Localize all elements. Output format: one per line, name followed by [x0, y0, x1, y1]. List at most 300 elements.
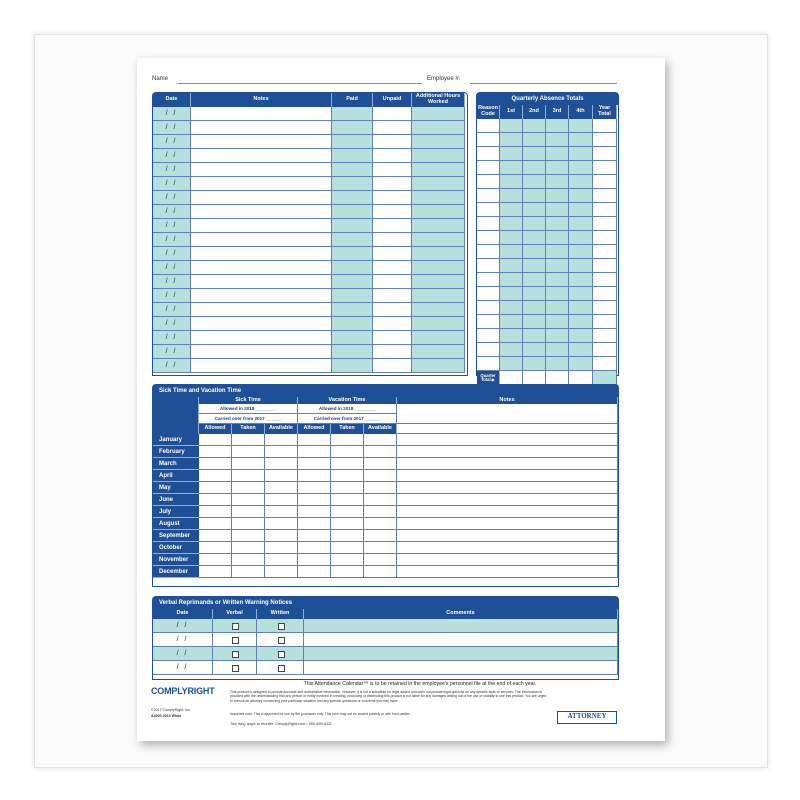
- sick-vacation-cell[interactable]: [331, 446, 364, 458]
- sick-vacation-cell[interactable]: [199, 518, 232, 530]
- sick-vacation-cell[interactable]: [331, 434, 364, 446]
- log-cell-unpaid[interactable]: [373, 289, 412, 303]
- sick-vac-allowed[interactable]: Allowed in 2018 ________: [298, 404, 397, 414]
- log-cell-date[interactable]: / /: [153, 121, 191, 135]
- sick-vacation-cell[interactable]: [298, 566, 331, 578]
- sick-vacation-cell[interactable]: [364, 518, 397, 530]
- log-cell-additional-hours[interactable]: [412, 303, 465, 317]
- log-cell-paid[interactable]: [332, 135, 373, 149]
- abs-cell-year-total[interactable]: [593, 231, 617, 245]
- log-cell-date[interactable]: / /: [153, 233, 191, 247]
- abs-cell-reason-code[interactable]: [477, 119, 500, 133]
- sick-vacation-cell[interactable]: [232, 530, 265, 542]
- abs-cell-year-total[interactable]: [593, 203, 617, 217]
- abs-cell-q4[interactable]: [569, 259, 593, 273]
- log-cell-paid[interactable]: [332, 107, 373, 121]
- quarter-total-cell[interactable]: [593, 371, 617, 385]
- abs-cell-q2[interactable]: [523, 203, 546, 217]
- abs-cell-q1[interactable]: [500, 189, 523, 203]
- log-cell-additional-hours[interactable]: [412, 219, 465, 233]
- sick-vacation-cell[interactable]: [331, 482, 364, 494]
- sick-vacation-cell[interactable]: [199, 458, 232, 470]
- abs-cell-q3[interactable]: [546, 259, 569, 273]
- log-cell-notes[interactable]: [191, 359, 332, 373]
- sick-vacation-cell[interactable]: [364, 470, 397, 482]
- log-cell-additional-hours[interactable]: [412, 205, 465, 219]
- log-cell-notes[interactable]: [191, 331, 332, 345]
- sick-vacation-cell[interactable]: [331, 494, 364, 506]
- sick-vacation-cell[interactable]: [298, 470, 331, 482]
- abs-cell-reason-code[interactable]: [477, 133, 500, 147]
- log-cell-paid[interactable]: [332, 275, 373, 289]
- log-cell-unpaid[interactable]: [373, 261, 412, 275]
- abs-cell-reason-code[interactable]: [477, 301, 500, 315]
- abs-cell-q2[interactable]: [523, 287, 546, 301]
- sick-vacation-cell[interactable]: [331, 458, 364, 470]
- sick-vacation-cell[interactable]: [232, 482, 265, 494]
- reprimand-cell-comments[interactable]: [304, 647, 618, 661]
- sick-vacation-cell[interactable]: [364, 434, 397, 446]
- abs-cell-q4[interactable]: [569, 147, 593, 161]
- log-cell-unpaid[interactable]: [373, 177, 412, 191]
- log-cell-additional-hours[interactable]: [412, 359, 465, 373]
- notes-area[interactable]: [397, 404, 618, 424]
- sick-vacation-cell[interactable]: [199, 542, 232, 554]
- sick-vacation-cell[interactable]: [265, 482, 298, 494]
- log-cell-unpaid[interactable]: [373, 233, 412, 247]
- sick-vacation-cell[interactable]: [265, 458, 298, 470]
- abs-cell-reason-code[interactable]: [477, 343, 500, 357]
- abs-cell-q4[interactable]: [569, 231, 593, 245]
- abs-cell-q1[interactable]: [500, 259, 523, 273]
- log-cell-notes[interactable]: [191, 345, 332, 359]
- name-field[interactable]: [177, 83, 422, 84]
- log-cell-unpaid[interactable]: [373, 331, 412, 345]
- abs-cell-q1[interactable]: [500, 357, 523, 371]
- log-cell-notes[interactable]: [191, 303, 332, 317]
- sick-vacation-cell[interactable]: [298, 530, 331, 542]
- log-cell-paid[interactable]: [332, 345, 373, 359]
- abs-cell-q1[interactable]: [500, 133, 523, 147]
- abs-cell-reason-code[interactable]: [477, 273, 500, 287]
- log-cell-unpaid[interactable]: [373, 135, 412, 149]
- notes-cell[interactable]: [397, 434, 618, 446]
- verbal-checkbox[interactable]: [232, 623, 239, 630]
- abs-cell-reason-code[interactable]: [477, 217, 500, 231]
- sick-vacation-cell[interactable]: [364, 554, 397, 566]
- log-cell-notes[interactable]: [191, 149, 332, 163]
- abs-cell-q3[interactable]: [546, 287, 569, 301]
- sick-vacation-cell[interactable]: [298, 458, 331, 470]
- abs-cell-q2[interactable]: [523, 245, 546, 259]
- abs-cell-year-total[interactable]: [593, 287, 617, 301]
- log-cell-notes[interactable]: [191, 107, 332, 121]
- sick-vacation-cell[interactable]: [232, 470, 265, 482]
- abs-cell-q3[interactable]: [546, 147, 569, 161]
- log-cell-unpaid[interactable]: [373, 303, 412, 317]
- abs-cell-q1[interactable]: [500, 329, 523, 343]
- notes-cell[interactable]: [397, 506, 618, 518]
- abs-cell-q3[interactable]: [546, 161, 569, 175]
- log-cell-unpaid[interactable]: [373, 317, 412, 331]
- abs-cell-q1[interactable]: [500, 245, 523, 259]
- log-cell-notes[interactable]: [191, 317, 332, 331]
- abs-cell-year-total[interactable]: [593, 217, 617, 231]
- log-cell-paid[interactable]: [332, 303, 373, 317]
- abs-cell-q3[interactable]: [546, 343, 569, 357]
- log-cell-additional-hours[interactable]: [412, 163, 465, 177]
- log-cell-additional-hours[interactable]: [412, 331, 465, 345]
- log-cell-date[interactable]: / /: [153, 219, 191, 233]
- abs-cell-q3[interactable]: [546, 357, 569, 371]
- abs-cell-reason-code[interactable]: [477, 161, 500, 175]
- log-cell-date[interactable]: / /: [153, 177, 191, 191]
- sick-vacation-cell[interactable]: [298, 506, 331, 518]
- employee-number-field[interactable]: [470, 83, 617, 84]
- sick-vacation-cell[interactable]: [298, 482, 331, 494]
- log-cell-notes[interactable]: [191, 177, 332, 191]
- abs-cell-q3[interactable]: [546, 175, 569, 189]
- abs-cell-q4[interactable]: [569, 189, 593, 203]
- abs-cell-q2[interactable]: [523, 189, 546, 203]
- sick-vacation-cell[interactable]: [298, 518, 331, 530]
- notes-cell[interactable]: [397, 482, 618, 494]
- sick-vacation-cell[interactable]: [199, 482, 232, 494]
- written-checkbox[interactable]: [278, 651, 285, 658]
- sick-vacation-cell[interactable]: [331, 554, 364, 566]
- abs-cell-reason-code[interactable]: [477, 357, 500, 371]
- reprimand-cell-comments[interactable]: [304, 633, 618, 647]
- notes-cell[interactable]: [397, 518, 618, 530]
- abs-cell-q4[interactable]: [569, 245, 593, 259]
- log-cell-notes[interactable]: [191, 247, 332, 261]
- log-cell-additional-hours[interactable]: [412, 345, 465, 359]
- abs-cell-q3[interactable]: [546, 273, 569, 287]
- log-cell-date[interactable]: / /: [153, 135, 191, 149]
- sick-vacation-cell[interactable]: [232, 458, 265, 470]
- abs-cell-reason-code[interactable]: [477, 175, 500, 189]
- log-cell-unpaid[interactable]: [373, 149, 412, 163]
- abs-cell-q2[interactable]: [523, 147, 546, 161]
- abs-cell-year-total[interactable]: [593, 147, 617, 161]
- abs-cell-q2[interactable]: [523, 301, 546, 315]
- sick-vacation-cell[interactable]: [199, 530, 232, 542]
- log-cell-paid[interactable]: [332, 331, 373, 345]
- log-cell-paid[interactable]: [332, 177, 373, 191]
- abs-cell-q1[interactable]: [500, 175, 523, 189]
- log-cell-date[interactable]: / /: [153, 345, 191, 359]
- log-cell-notes[interactable]: [191, 191, 332, 205]
- abs-cell-reason-code[interactable]: [477, 315, 500, 329]
- sick-vacation-cell[interactable]: [232, 518, 265, 530]
- abs-cell-year-total[interactable]: [593, 189, 617, 203]
- log-cell-additional-hours[interactable]: [412, 135, 465, 149]
- log-cell-unpaid[interactable]: [373, 247, 412, 261]
- log-cell-paid[interactable]: [332, 149, 373, 163]
- abs-cell-q2[interactable]: [523, 231, 546, 245]
- log-cell-date[interactable]: / /: [153, 107, 191, 121]
- log-cell-date[interactable]: / /: [153, 359, 191, 373]
- log-cell-date[interactable]: / /: [153, 191, 191, 205]
- sick-vacation-cell[interactable]: [199, 446, 232, 458]
- abs-cell-year-total[interactable]: [593, 175, 617, 189]
- log-cell-additional-hours[interactable]: [412, 107, 465, 121]
- sick-vacation-cell[interactable]: [364, 506, 397, 518]
- log-cell-paid[interactable]: [332, 219, 373, 233]
- log-cell-additional-hours[interactable]: [412, 247, 465, 261]
- abs-cell-q4[interactable]: [569, 273, 593, 287]
- abs-cell-q4[interactable]: [569, 329, 593, 343]
- sick-vacation-cell[interactable]: [265, 434, 298, 446]
- log-cell-notes[interactable]: [191, 219, 332, 233]
- abs-cell-q1[interactable]: [500, 231, 523, 245]
- log-cell-notes[interactable]: [191, 205, 332, 219]
- log-cell-paid[interactable]: [332, 289, 373, 303]
- sick-vacation-cell[interactable]: [331, 470, 364, 482]
- sick-vacation-cell[interactable]: [199, 554, 232, 566]
- log-cell-date[interactable]: / /: [153, 149, 191, 163]
- abs-cell-year-total[interactable]: [593, 329, 617, 343]
- sick-vacation-cell[interactable]: [265, 518, 298, 530]
- log-cell-paid[interactable]: [332, 205, 373, 219]
- log-cell-paid[interactable]: [332, 163, 373, 177]
- sick-vacation-cell[interactable]: [298, 494, 331, 506]
- sick-vacation-cell[interactable]: [199, 470, 232, 482]
- sick-vacation-cell[interactable]: [232, 542, 265, 554]
- log-cell-date[interactable]: / /: [153, 275, 191, 289]
- abs-cell-q1[interactable]: [500, 343, 523, 357]
- sick-vacation-cell[interactable]: [232, 434, 265, 446]
- sick-vacation-cell[interactable]: [364, 494, 397, 506]
- abs-cell-reason-code[interactable]: [477, 259, 500, 273]
- abs-cell-year-total[interactable]: [593, 259, 617, 273]
- log-cell-date[interactable]: / /: [153, 331, 191, 345]
- abs-cell-reason-code[interactable]: [477, 329, 500, 343]
- sick-vacation-cell[interactable]: [199, 566, 232, 578]
- log-cell-date[interactable]: / /: [153, 289, 191, 303]
- log-cell-unpaid[interactable]: [373, 359, 412, 373]
- sick-vacation-cell[interactable]: [298, 542, 331, 554]
- notes-cell[interactable]: [397, 554, 618, 566]
- sick-vacation-cell[interactable]: [331, 506, 364, 518]
- abs-cell-reason-code[interactable]: [477, 189, 500, 203]
- abs-cell-q4[interactable]: [569, 203, 593, 217]
- sick-vacation-cell[interactable]: [265, 530, 298, 542]
- log-cell-paid[interactable]: [332, 191, 373, 205]
- log-cell-unpaid[interactable]: [373, 107, 412, 121]
- abs-cell-q4[interactable]: [569, 357, 593, 371]
- log-cell-unpaid[interactable]: [373, 191, 412, 205]
- abs-cell-q3[interactable]: [546, 189, 569, 203]
- log-cell-date[interactable]: / /: [153, 261, 191, 275]
- written-checkbox[interactable]: [278, 637, 285, 644]
- abs-cell-year-total[interactable]: [593, 245, 617, 259]
- abs-cell-year-total[interactable]: [593, 133, 617, 147]
- log-cell-notes[interactable]: [191, 121, 332, 135]
- sick-vacation-cell[interactable]: [364, 446, 397, 458]
- log-cell-unpaid[interactable]: [373, 205, 412, 219]
- sick-vacation-cell[interactable]: [232, 566, 265, 578]
- log-cell-additional-hours[interactable]: [412, 177, 465, 191]
- sick-vacation-cell[interactable]: [232, 554, 265, 566]
- log-cell-date[interactable]: / /: [153, 163, 191, 177]
- log-cell-notes[interactable]: [191, 233, 332, 247]
- abs-cell-q2[interactable]: [523, 119, 546, 133]
- abs-cell-year-total[interactable]: [593, 273, 617, 287]
- abs-cell-q4[interactable]: [569, 161, 593, 175]
- abs-cell-q1[interactable]: [500, 315, 523, 329]
- abs-cell-q2[interactable]: [523, 343, 546, 357]
- log-cell-additional-hours[interactable]: [412, 149, 465, 163]
- log-cell-additional-hours[interactable]: [412, 191, 465, 205]
- log-cell-notes[interactable]: [191, 135, 332, 149]
- log-cell-paid[interactable]: [332, 359, 373, 373]
- verbal-checkbox[interactable]: [232, 651, 239, 658]
- log-cell-date[interactable]: / /: [153, 247, 191, 261]
- sick-vacation-cell[interactable]: [298, 446, 331, 458]
- abs-cell-q2[interactable]: [523, 273, 546, 287]
- abs-cell-q3[interactable]: [546, 301, 569, 315]
- log-cell-notes[interactable]: [191, 289, 332, 303]
- abs-cell-reason-code[interactable]: [477, 245, 500, 259]
- log-cell-paid[interactable]: [332, 247, 373, 261]
- sick-vacation-cell[interactable]: [364, 542, 397, 554]
- notes-cell[interactable]: [397, 458, 618, 470]
- notes-cell[interactable]: [397, 530, 618, 542]
- abs-cell-q1[interactable]: [500, 119, 523, 133]
- abs-cell-q2[interactable]: [523, 259, 546, 273]
- sick-vacation-cell[interactable]: [331, 566, 364, 578]
- log-cell-paid[interactable]: [332, 261, 373, 275]
- abs-cell-q3[interactable]: [546, 133, 569, 147]
- abs-cell-q2[interactable]: [523, 357, 546, 371]
- sick-vac-carried[interactable]: Carried over from 2017 ______: [298, 414, 397, 424]
- log-cell-date[interactable]: / /: [153, 317, 191, 331]
- abs-cell-year-total[interactable]: [593, 301, 617, 315]
- log-cell-notes[interactable]: [191, 163, 332, 177]
- abs-cell-q1[interactable]: [500, 287, 523, 301]
- abs-cell-q4[interactable]: [569, 343, 593, 357]
- log-cell-notes[interactable]: [191, 275, 332, 289]
- sick-vacation-cell[interactable]: [298, 554, 331, 566]
- abs-cell-q2[interactable]: [523, 217, 546, 231]
- sick-vacation-cell[interactable]: [331, 530, 364, 542]
- abs-cell-year-total[interactable]: [593, 119, 617, 133]
- abs-cell-year-total[interactable]: [593, 343, 617, 357]
- abs-cell-q4[interactable]: [569, 133, 593, 147]
- abs-cell-q4[interactable]: [569, 287, 593, 301]
- log-cell-unpaid[interactable]: [373, 345, 412, 359]
- abs-cell-q3[interactable]: [546, 119, 569, 133]
- sick-vacation-cell[interactable]: [265, 470, 298, 482]
- abs-cell-q3[interactable]: [546, 329, 569, 343]
- log-cell-notes[interactable]: [191, 261, 332, 275]
- quarter-total-cell[interactable]: [500, 371, 523, 385]
- log-cell-unpaid[interactable]: [373, 121, 412, 135]
- sick-vacation-cell[interactable]: [232, 506, 265, 518]
- verbal-checkbox[interactable]: [232, 637, 239, 644]
- abs-cell-q2[interactable]: [523, 329, 546, 343]
- log-cell-paid[interactable]: [332, 121, 373, 135]
- abs-cell-q4[interactable]: [569, 175, 593, 189]
- log-cell-unpaid[interactable]: [373, 219, 412, 233]
- abs-cell-year-total[interactable]: [593, 357, 617, 371]
- sick-vacation-cell[interactable]: [265, 494, 298, 506]
- quarter-total-cell[interactable]: [523, 371, 546, 385]
- abs-cell-q4[interactable]: [569, 217, 593, 231]
- quarter-total-cell[interactable]: [569, 371, 593, 385]
- log-cell-additional-hours[interactable]: [412, 317, 465, 331]
- abs-cell-q2[interactable]: [523, 133, 546, 147]
- abs-cell-q1[interactable]: [500, 301, 523, 315]
- written-checkbox[interactable]: [278, 665, 285, 672]
- notes-cell[interactable]: [397, 446, 618, 458]
- log-cell-additional-hours[interactable]: [412, 233, 465, 247]
- quarter-total-cell[interactable]: [546, 371, 569, 385]
- abs-cell-q2[interactable]: [523, 315, 546, 329]
- abs-cell-year-total[interactable]: [593, 315, 617, 329]
- log-cell-paid[interactable]: [332, 317, 373, 331]
- log-cell-additional-hours[interactable]: [412, 289, 465, 303]
- sick-vacation-cell[interactable]: [199, 494, 232, 506]
- notes-cell[interactable]: [397, 566, 618, 578]
- notes-cell[interactable]: [397, 424, 618, 434]
- sick-vacation-cell[interactable]: [232, 494, 265, 506]
- abs-cell-q2[interactable]: [523, 161, 546, 175]
- sick-vacation-cell[interactable]: [199, 434, 232, 446]
- abs-cell-q1[interactable]: [500, 203, 523, 217]
- log-cell-unpaid[interactable]: [373, 163, 412, 177]
- sick-vacation-cell[interactable]: [364, 458, 397, 470]
- sick-vacation-cell[interactable]: [265, 566, 298, 578]
- abs-cell-q4[interactable]: [569, 301, 593, 315]
- abs-cell-q1[interactable]: [500, 273, 523, 287]
- abs-cell-q3[interactable]: [546, 245, 569, 259]
- notes-cell[interactable]: [397, 494, 618, 506]
- abs-cell-q3[interactable]: [546, 203, 569, 217]
- abs-cell-q4[interactable]: [569, 119, 593, 133]
- log-cell-additional-hours[interactable]: [412, 261, 465, 275]
- abs-cell-q1[interactable]: [500, 217, 523, 231]
- sick-vacation-cell[interactable]: [364, 530, 397, 542]
- log-cell-additional-hours[interactable]: [412, 121, 465, 135]
- abs-cell-reason-code[interactable]: [477, 231, 500, 245]
- sick-vacation-cell[interactable]: [331, 542, 364, 554]
- reprimand-cell-comments[interactable]: [304, 619, 618, 633]
- log-cell-paid[interactable]: [332, 233, 373, 247]
- sick-vacation-cell[interactable]: [232, 446, 265, 458]
- abs-cell-q1[interactable]: [500, 147, 523, 161]
- abs-cell-reason-code[interactable]: [477, 203, 500, 217]
- abs-cell-q4[interactable]: [569, 315, 593, 329]
- abs-cell-reason-code[interactable]: [477, 287, 500, 301]
- abs-cell-q3[interactable]: [546, 217, 569, 231]
- sick-vacation-cell[interactable]: [364, 566, 397, 578]
- log-cell-date[interactable]: / /: [153, 303, 191, 317]
- abs-cell-reason-code[interactable]: [477, 147, 500, 161]
- sick-sick-carried[interactable]: Carried over from 2017 ______: [199, 414, 298, 424]
- notes-cell[interactable]: [397, 542, 618, 554]
- reprimand-cell-comments[interactable]: [304, 661, 618, 675]
- abs-cell-q2[interactable]: [523, 175, 546, 189]
- written-checkbox[interactable]: [278, 623, 285, 630]
- abs-cell-q3[interactable]: [546, 231, 569, 245]
- sick-vacation-cell[interactable]: [265, 542, 298, 554]
- log-cell-additional-hours[interactable]: [412, 275, 465, 289]
- sick-sick-allowed[interactable]: Allowed in 2018 ________: [199, 404, 298, 414]
- verbal-checkbox[interactable]: [232, 665, 239, 672]
- sick-vacation-cell[interactable]: [265, 554, 298, 566]
